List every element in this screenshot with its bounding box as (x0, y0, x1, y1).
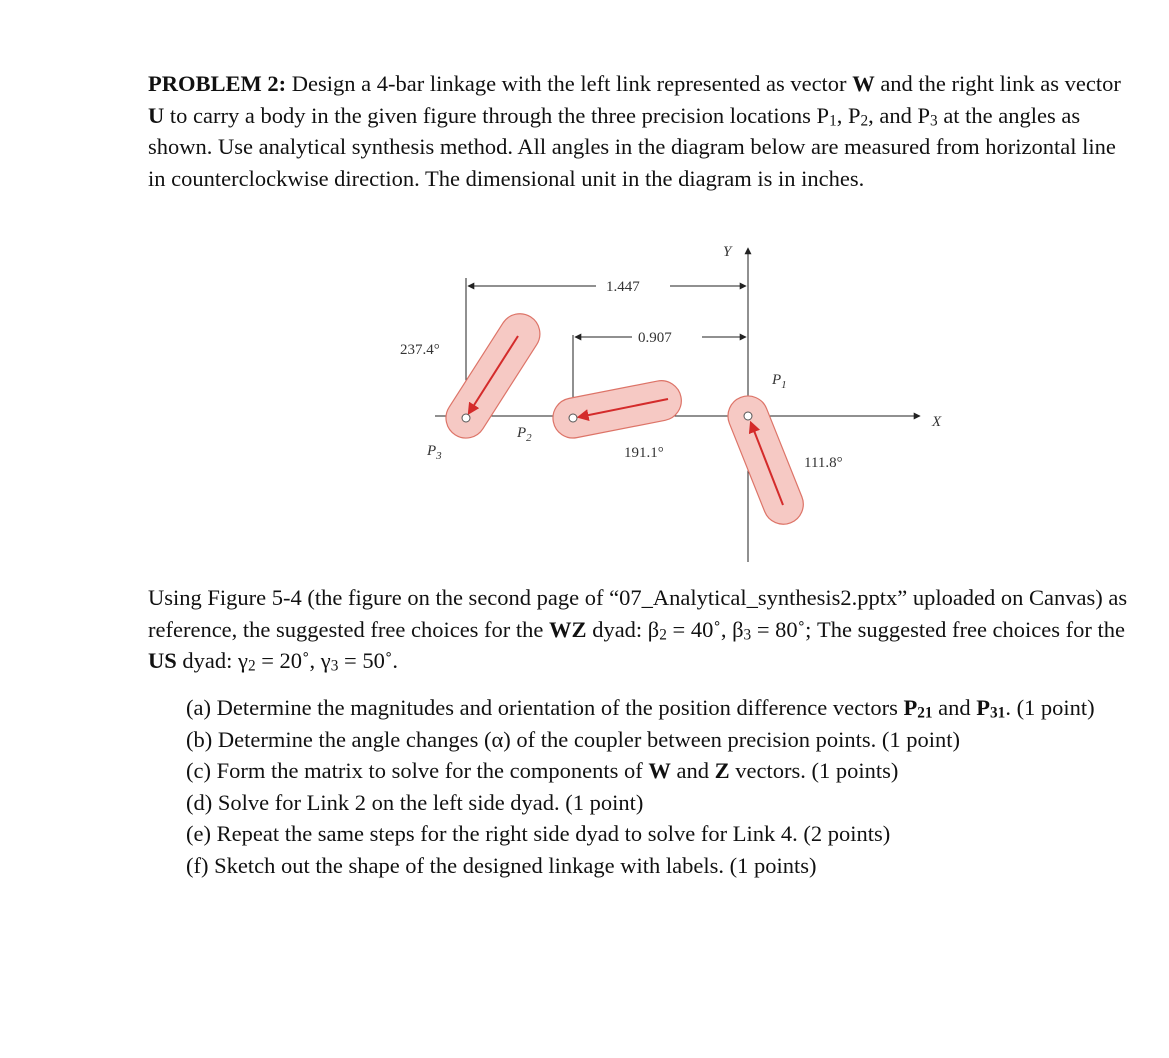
label-p3: $P_3$ (427, 443, 442, 462)
problem-statement: PROBLEM 2: Design a 4-bar linkage with the left link represented as vector W and the right link as vector U to carry a body in the given figure through the three precision locations $P_1$, $P_2$, and $P_3$ at the angles as shown. Use analytical synthesis method. All angles in the diagram below are measured from horizontal line in counterclockwise direction. The dimensional unit in the diagram is in inches. (148, 71, 1121, 191)
linkage-diagram (380, 230, 980, 570)
label-p2: $P_2$ (517, 425, 532, 444)
task-item-b: (b) Determine the angle changes (α) of the coupler between precision points. (1 point) (186, 726, 961, 752)
task-item-a: (a) Determine the magnitudes and orientation of the position difference vectors $P_{21}$ and $P_{31}$. (1 point) (186, 695, 1095, 722)
axis-x-label: X (932, 414, 942, 430)
task-item-d: (d) Solve for Link 2 on the left side dyad. (1 point) (186, 789, 644, 815)
p2-pivot (569, 414, 577, 422)
task-list (186, 692, 1146, 881)
angle-p3-label: 237.4° (400, 342, 440, 358)
label-p1: $P_1$ (772, 372, 787, 391)
axis-y-label: Y (723, 244, 732, 260)
dim-outer-value: 1.447 (606, 279, 640, 295)
free-choices-paragraph: Using Figure 5-4 (the figure on the second page of “07_Analytical_synthesis2.pptx” uploaded on Canvas) as reference, the suggested free choices for the WZ dyad: $\beta_2$ = 40˚, $\beta_3$ = 80˚; The suggested free choices for the US dyad: $\gamma_2$ = 20˚, $\gamma_3$ = 50˚. (148, 585, 1128, 675)
p3-pivot (462, 414, 470, 422)
angle-p2-label: 191.1° (624, 445, 664, 461)
problem-heading: PROBLEM 2: (148, 71, 287, 96)
angle-p1-label: 111.8° (804, 455, 843, 471)
task-item-c: (c) Form the matrix to solve for the components of W and Z vectors. (1 points) (186, 758, 899, 783)
task-item-f: (f) Sketch out the shape of the designed linkage with labels. (1 points) (186, 852, 817, 878)
dim-inner-value: 0.907 (638, 330, 672, 346)
task-item-e: (e) Repeat the same steps for the right side dyad to solve for Link 4. (2 points) (186, 821, 891, 846)
p1-pivot (744, 412, 752, 420)
